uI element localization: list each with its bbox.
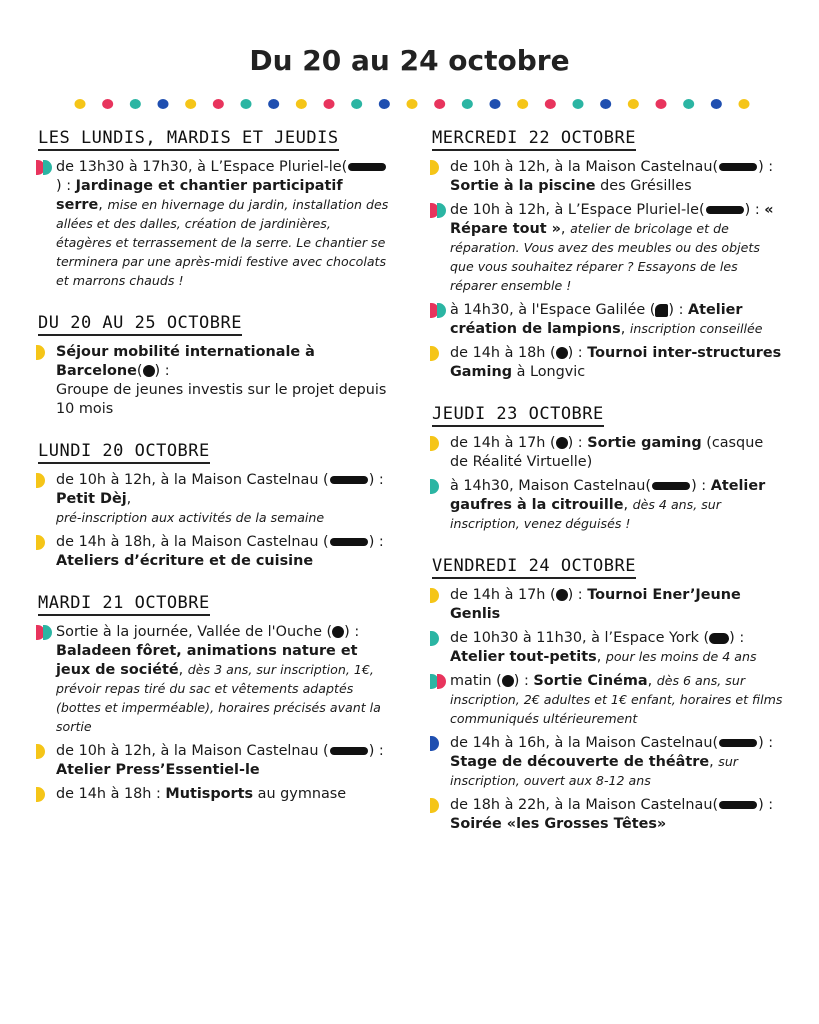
section-heading: MERCREDI 22 OCTOBRE: [432, 128, 636, 151]
event-gaufres: [432, 477, 784, 534]
sep: ) :: [368, 743, 384, 759]
decorative-dot: [573, 99, 584, 109]
redacted-icon: [706, 206, 744, 214]
sep2: ,: [623, 497, 633, 513]
sep: ) :: [56, 178, 76, 194]
event-time: de 14h à 18h :: [56, 786, 166, 802]
decorative-dot: [656, 99, 667, 109]
event-title: Sortie Cinéma: [533, 673, 648, 689]
location-dot-icon: [556, 589, 568, 601]
event-ener-jeune: [432, 586, 784, 624]
event-details: pour les moins de 4 ans: [605, 649, 757, 664]
event-details: atelier de bricolage et de réparation. Vous avez des meubles ou des objets que vous souhaitez réparer ? Essayons de les réparer ensemble !: [450, 221, 760, 293]
event-ateliers-ecriture: de 14h à 18h, à la Maison Castelnau ( ) : Ateliers d’écriture et de cuisine: [38, 533, 390, 571]
location-oval-icon: [709, 633, 729, 644]
redacted-icon: [330, 538, 368, 546]
event-title: Stage de découverte de théâtre: [450, 754, 710, 770]
decorative-dot: [351, 99, 362, 109]
sep: ) :: [368, 534, 384, 550]
event-petit-dej: de 10h à 12h, à la Maison Castelnau ( ) : Petit Dèj, pré-inscription aux activités de la semaine: [38, 471, 390, 528]
decorative-dot: [517, 99, 528, 109]
section-mercredi-22: [432, 128, 784, 382]
decorative-dot: [490, 99, 501, 109]
marker-teal-icon: [430, 631, 450, 647]
decorative-dot: [379, 99, 390, 109]
event-press-essentiel: de 10h à 12h, à la Maison Castelnau ( ) : Atelier Press’Essentiel-le: [38, 742, 390, 780]
event-tournoi-gaming: [432, 344, 784, 382]
sep2: ,: [560, 221, 571, 237]
event-time: de 14h à 16h, à la Maison Castelnau(: [450, 735, 719, 751]
sep2: ,: [620, 321, 630, 337]
section-heading: LUNDI 20 OCTOBRE: [38, 441, 210, 464]
event-time: de 10h à 12h, à la Maison Castelnau: [56, 743, 319, 759]
event-title: « Répare tout »: [450, 202, 774, 237]
event-time: de 10h à 12h, à la Maison Castelnau(: [450, 159, 719, 175]
decorative-dot: [462, 99, 473, 109]
sep: ) :: [368, 472, 384, 488]
event-details: Groupe de jeunes investis sur le projet depuis 10 mois: [56, 382, 387, 417]
sep: ) :: [344, 624, 360, 640]
sep: ) :: [691, 478, 711, 494]
marker-pink-teal-icon: [36, 625, 56, 641]
decorative-dot: [434, 99, 445, 109]
redacted-icon: [348, 163, 386, 171]
event-time: de 14h à 17h (: [450, 587, 556, 603]
event-title: Jardinage et chantier participatif serre: [56, 178, 343, 213]
event-sejour: Séjour mobilité internationale à Barcelone( ) : Groupe de jeunes investis sur le projet depuis 10 mois: [38, 343, 390, 419]
sep: ) :: [729, 630, 745, 646]
marker-yellow-icon: [430, 588, 450, 604]
sep: ) :: [758, 797, 774, 813]
event-title: Atelier tout-petits: [450, 649, 597, 665]
section-lundis-mardis-jeudis: [38, 128, 390, 291]
event-title: Mutisports: [165, 786, 254, 802]
marker-yellow-icon: [36, 345, 56, 361]
event-piscine: [432, 158, 784, 196]
event-title: Petit Dèj: [56, 491, 127, 507]
event-grosses-tetes: [432, 796, 784, 834]
event-details: dès 6 ans, sur inscription, 2€ adultes et 1€ enfant, horaires et films communiqués ultérieurement: [450, 673, 783, 726]
marker-pink-teal-icon: [36, 160, 56, 176]
location-shape-icon: [655, 304, 668, 317]
event-theatre: [432, 734, 784, 791]
event-sortie-ouche: Sortie à la journée, Vallée de l'Ouche ( ) : Baladeen fôret, animations nature et jeux de société, dès 3 ans, sur inscription, 1€, prévoir repas tiré du sac et vêtements adaptés (bottes et imperméable), horaires précisés avant la sortie: [38, 623, 390, 737]
decorative-dot: [213, 99, 224, 109]
event-time: de 14h à 18h (: [450, 345, 556, 361]
decorative-dots: [72, 96, 752, 112]
marker-yellow-icon: [36, 473, 56, 489]
marker-yellow-icon: [36, 787, 56, 803]
section-du-20-au-25: [38, 313, 390, 419]
sep: ) :: [758, 735, 774, 751]
event-details: pré-inscription aux activités de la semaine: [56, 510, 325, 525]
section-lundi-20: [38, 441, 390, 571]
event-title: Tournoi inter-structures Gaming: [450, 345, 782, 380]
sep: ) :: [154, 363, 170, 379]
sep2: ,: [98, 197, 108, 213]
decorative-dot: [600, 99, 611, 109]
event-title: Ateliers d’écriture et de cuisine: [56, 553, 314, 569]
section-heading: MARDI 21 OCTOBRE: [38, 593, 210, 616]
event-sortie-gaming: [432, 434, 784, 472]
marker-teal-icon: [430, 479, 450, 495]
page-title: Du 20 au 24 octobre: [249, 44, 570, 77]
decorative-dot: [75, 99, 86, 109]
event-time: à 14h30, à l'Espace Galilée (: [450, 302, 656, 318]
event-details: des Grésilles: [595, 178, 692, 194]
event-title: Tournoi Ener’Jeune Genlis: [450, 587, 741, 622]
location-dot-icon: [556, 437, 568, 449]
event-details: dès 4 ans, sur inscription, venez déguisés !: [450, 497, 721, 531]
redacted-icon: [719, 163, 757, 171]
event-details: dès 3 ans, sur inscription, 1€, prévoir repas tiré du sac et vêtements adaptés (bottes et imperméable), horaires précisés avant la sortie: [56, 662, 381, 734]
section-vendredi-24: [432, 556, 784, 834]
event-details: mise en hivernage du jardin, installation des allées et des dalles, création de jardinières, étagères et terrassement de la serre. Le chantier se terminera par une après-midi festive avec chocolats et marrons chauds !: [56, 197, 389, 288]
event-title: Sortie à la piscine: [450, 178, 596, 194]
event-time: de 14h à 18h, à la Maison Castelnau: [56, 534, 319, 550]
event-time: matin (: [450, 673, 502, 689]
decorative-dot: [711, 99, 722, 109]
marker-yellow-icon: [430, 346, 450, 362]
event-title: Sortie gaming: [587, 435, 702, 451]
section-heading: VENDREDI 24 OCTOBRE: [432, 556, 636, 579]
location-dot-icon: [143, 365, 155, 377]
sep: ) :: [758, 159, 774, 175]
marker-yellow-icon: [430, 160, 450, 176]
decorative-dot: [102, 99, 113, 109]
redacted-icon: [330, 747, 368, 755]
event-time: de 18h à 22h, à la Maison Castelnau(: [450, 797, 719, 813]
sep2: ,: [596, 649, 606, 665]
marker-yellow-icon: [36, 744, 56, 760]
sep: ) :: [744, 202, 765, 218]
event-time: à 14h30, Maison Castelnau(: [450, 478, 652, 494]
event-details: à Longvic: [512, 364, 586, 380]
sep: ) :: [567, 587, 588, 603]
sep2: ,: [126, 491, 132, 507]
marker-pink-teal-icon: [430, 303, 450, 319]
section-heading: JEUDI 23 OCTOBRE: [432, 404, 604, 427]
marker-yellow-icon: [430, 798, 450, 814]
event-details: sur inscription, ouvert aux 8-12 ans: [450, 754, 738, 788]
event-time: de 13h30 à 17h30, à L’Espace Pluriel-le(: [56, 159, 348, 175]
sep2: ,: [647, 673, 657, 689]
event-repare-tout: [432, 201, 784, 296]
redacted-icon: [330, 476, 368, 484]
event-tout-petits: [432, 629, 784, 667]
event-time: de 10h à 12h, à L’Espace Pluriel-le(: [450, 202, 705, 218]
decorative-dot: [739, 99, 750, 109]
sep2: ,: [178, 662, 188, 678]
event-jardinage: [38, 158, 390, 291]
event-details: au gymnase: [253, 786, 347, 802]
decorative-dot: [545, 99, 556, 109]
section-jeudi-23: [432, 404, 784, 534]
section-heading: LES LUNDIS, MARDIS ET JEUDIS: [38, 128, 339, 151]
event-time: de 14h à 17h (: [450, 435, 556, 451]
decorative-dot: [324, 99, 335, 109]
marker-yellow-icon: [430, 436, 450, 452]
marker-yellow-icon: [36, 535, 56, 551]
event-title: Soirée «les Grosses Têtes»: [450, 816, 667, 832]
section-mardi-21: [38, 593, 390, 804]
section-heading: DU 20 AU 25 OCTOBRE: [38, 313, 242, 336]
marker-blue-icon: [430, 736, 450, 752]
marker-pink-teal-icon: [430, 203, 450, 219]
location-dot-icon: [332, 626, 344, 638]
event-mutisports: [38, 785, 390, 804]
sep2: ,: [709, 754, 719, 770]
redacted-icon: [652, 482, 690, 490]
event-details: inscription conseillée: [629, 321, 763, 336]
sep: ) :: [567, 435, 588, 451]
decorative-dot: [241, 99, 252, 109]
decorative-dot: [185, 99, 196, 109]
event-title: Atelier Press’Essentiel-le: [56, 762, 260, 778]
event-cinema: [432, 672, 784, 729]
redacted-icon: [719, 801, 757, 809]
sep: ) :: [668, 302, 689, 318]
decorative-dot: [130, 99, 141, 109]
location-dot-icon: [502, 675, 514, 687]
event-title: Baladeen fôret, animations nature et jeux de société: [56, 643, 358, 678]
event-time: Sortie à la journée, Vallée de l'Ouche: [56, 624, 322, 640]
decorative-dot: [683, 99, 694, 109]
location-dot-icon: [556, 347, 568, 359]
event-title: Séjour mobilité internationale à Barcelone: [56, 344, 315, 379]
sep: ) :: [567, 345, 588, 361]
decorative-dot: [407, 99, 418, 109]
right-column: [432, 128, 784, 856]
event-time: de 10h à 12h, à la Maison Castelnau: [56, 472, 319, 488]
marker-teal-pink-icon: [430, 674, 450, 690]
sep: ) :: [513, 673, 534, 689]
event-lampions: [432, 301, 784, 339]
decorative-dot: [268, 99, 279, 109]
redacted-icon: [719, 739, 757, 747]
event-title: Atelier gaufres à la citrouille: [450, 478, 766, 513]
left-column: [38, 128, 390, 826]
decorative-dot: [296, 99, 307, 109]
event-details: (casque de Réalité Virtuelle): [450, 435, 764, 470]
decorative-dot: [158, 99, 169, 109]
decorative-dot: [628, 99, 639, 109]
event-title: Atelier création de lampions: [450, 302, 743, 337]
event-time: de 10h30 à 11h30, à l’Espace York (: [450, 630, 710, 646]
